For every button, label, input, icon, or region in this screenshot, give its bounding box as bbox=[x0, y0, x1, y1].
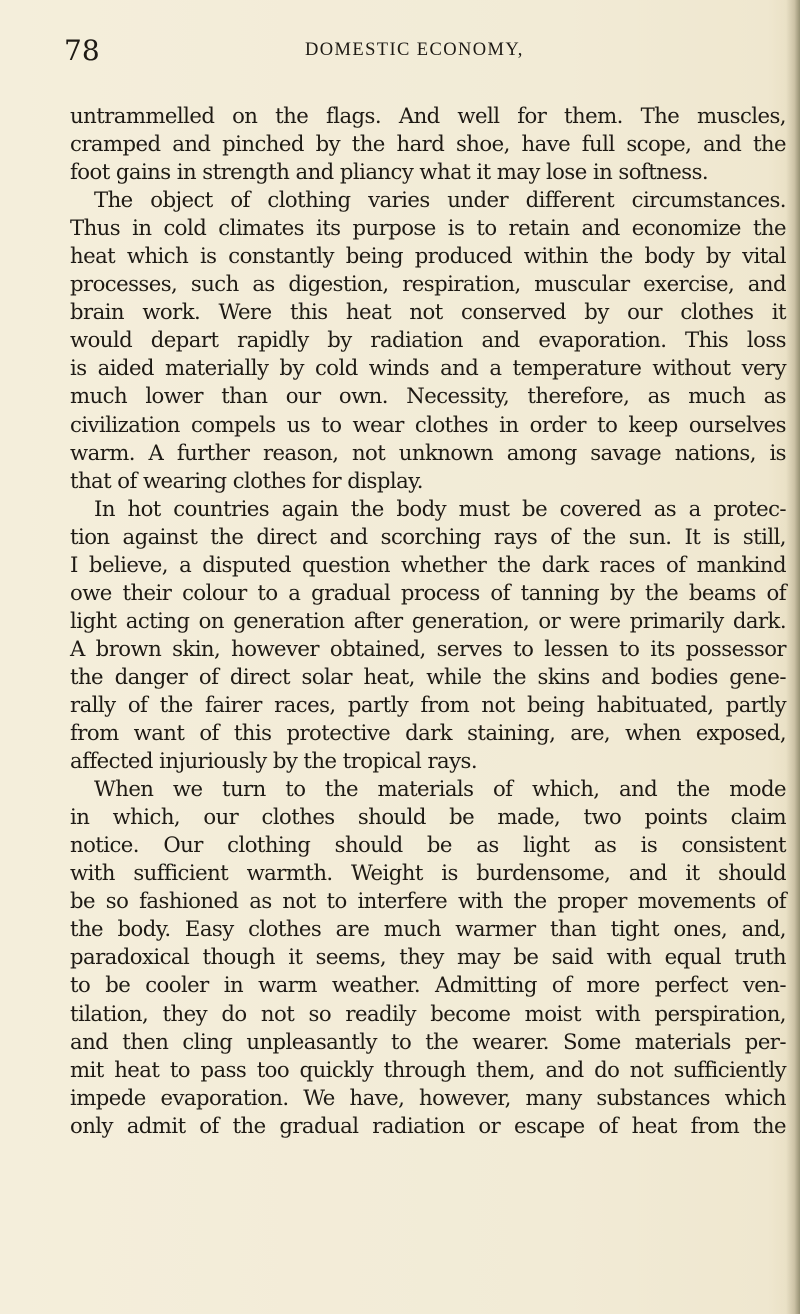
text-line: In hot countries again the body must be covered as a protec- bbox=[94, 495, 786, 521]
text-line: the body. Easy clothes are much warmer than tight ones, and, bbox=[70, 916, 786, 942]
text-line: would depart rapidly by radiation and evaporation. This loss bbox=[70, 327, 786, 353]
text-line: mit heat to pass too quickly through them, and do not sufficiently bbox=[70, 1056, 786, 1082]
text-line: notice. Our clothing should be as light as is consistent bbox=[70, 832, 786, 858]
text-line: owe their colour to a gradual process of tanning by the beams of bbox=[70, 579, 786, 605]
text-line: rally of the fairer races, partly from not being habituated, partly bbox=[70, 691, 786, 717]
text-line: that of wearing clothes for display. bbox=[70, 467, 423, 493]
text-line: heat which is constantly being produced within the body by vital bbox=[70, 243, 786, 269]
text-line: in which, our clothes should be made, two points claim bbox=[70, 804, 786, 830]
text-line: foot gains in strength and pliancy what it may lose in softness. bbox=[70, 159, 709, 185]
body-text bbox=[70, 102, 786, 1140]
text-line: Thus in cold climates its purpose is to retain and economize the bbox=[70, 215, 786, 241]
text-line: is aided materially by cold winds and a temperature without very bbox=[70, 355, 786, 381]
text-line: untrammelled on the flags. And well for them. The muscles, bbox=[70, 103, 786, 128]
text-line: A brown skin, however obtained, serves to lessen to its possessor bbox=[70, 635, 786, 661]
text-line: only admit of the gradual radiation or escape of heat from the bbox=[70, 1112, 786, 1138]
text-line: warm. A further reason, not unknown among savage nations, is bbox=[70, 439, 786, 465]
text-line: to be cooler in warm weather. Admitting of more perfect ven- bbox=[70, 972, 786, 998]
text-line: impede evaporation. We have, however, many substances which bbox=[70, 1084, 786, 1110]
text-line: processes, such as digestion, respiration, muscular exercise, and bbox=[70, 271, 786, 297]
text-line: I believe, a disputed question whether the dark races of mankind bbox=[70, 551, 786, 577]
text-line: tion against the direct and scorching rays of the sun. It is still, bbox=[70, 523, 786, 549]
text-line: tilation, they do not so readily become moist with perspiration, bbox=[70, 1000, 786, 1026]
text-line: be so fashioned as not to interfere with the proper movements of bbox=[70, 888, 786, 914]
text-line: The object of clothing varies under different circumstances. bbox=[94, 187, 786, 213]
text-line: the danger of direct solar heat, while the skins and bodies gene- bbox=[70, 663, 786, 689]
page-number: 78 bbox=[64, 34, 100, 67]
running-head: DOMESTIC ECONOMY, bbox=[305, 40, 524, 60]
text-line: cramped and pinched by the hard shoe, have full scope, and the bbox=[70, 131, 786, 157]
text-line: When we turn to the materials of which, and the mode bbox=[94, 776, 786, 802]
text-line: and then cling unpleasantly to the wearer. Some materials per- bbox=[70, 1028, 786, 1054]
text-line: with sufficient warmth. Weight is burdensome, and it should bbox=[70, 860, 786, 886]
text-line: from want of this protective dark staining, are, when exposed, bbox=[70, 720, 786, 746]
text-line: much lower than our own. Necessity, therefore, as much as bbox=[70, 383, 786, 409]
page-edge-shadow bbox=[786, 0, 800, 1314]
text-line: civilization compels us to wear clothes in order to keep ourselves bbox=[70, 411, 786, 437]
text-line: affected injuriously by the tropical rays. bbox=[70, 748, 478, 774]
page-header bbox=[0, 34, 800, 74]
text-line: light acting on generation after generation, or were primarily dark. bbox=[70, 607, 786, 633]
text-line: paradoxical though it seems, they may be said with equal truth bbox=[70, 944, 786, 970]
text-line: brain work. Were this heat not conserved by our clothes it bbox=[70, 299, 786, 325]
